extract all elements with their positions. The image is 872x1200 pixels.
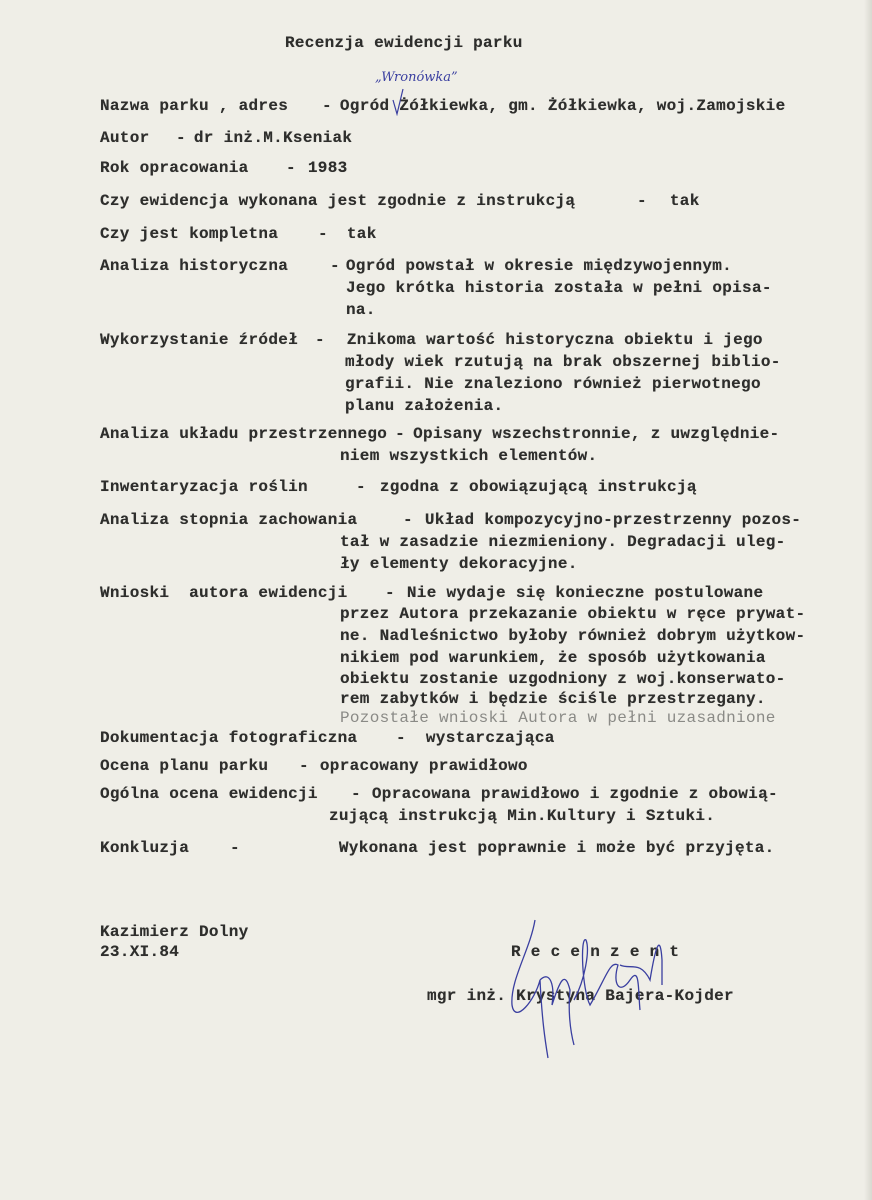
place: Kazimierz Dolny [100, 923, 249, 941]
row-label: Analiza układu przestrzennego [100, 425, 388, 443]
row-label: Konkluzja [100, 839, 190, 857]
row-dash: - [330, 257, 340, 275]
signature-icon [490, 910, 690, 1060]
row-label: Wnioski autora ewidencji [100, 584, 348, 602]
row-autor [100, 129, 352, 147]
added-note: Pozostałe wnioski Autora w pełni uzasadnione [340, 709, 776, 727]
row-dash: - [176, 129, 186, 147]
row-value: tak [346, 225, 377, 243]
row-value: zgodna z obowiązującą instrukcją [379, 478, 697, 496]
row-wnioski [100, 584, 763, 602]
row-label: Analiza historyczna [100, 257, 289, 275]
row-label: Rok opracowania [100, 159, 249, 177]
row-value-continued: przez Autora przekazanie obiektu w ręce prywat- [340, 605, 806, 623]
row-dash: - [322, 97, 332, 115]
row-dash: - [299, 757, 309, 775]
row-ocena-planu [100, 757, 528, 775]
row-dash: - [403, 511, 413, 529]
row-dash: - [230, 839, 240, 857]
row-value-continued: ły elementy dekoracyjne. [340, 555, 578, 573]
row-label: Ocena planu parku [100, 757, 269, 775]
row-value-continued: zującą instrukcją Min.Kultury i Sztuki. [329, 807, 716, 825]
row-label: Czy ewidencja wykonana jest zgodnie z instrukcją [100, 192, 576, 210]
row-value: Opisany wszechstronnie, z uwzględnie- [413, 425, 780, 443]
row-dash: - [385, 584, 395, 602]
row-value: 1983 [307, 159, 348, 177]
page-edge-shadow [864, 0, 872, 1200]
row-dash: - [356, 478, 366, 496]
row-value: Opracowana prawidłowo i zgodnie z obowią- [371, 785, 778, 803]
row-stopien-zachowania [100, 511, 801, 529]
row-value: opracowany prawidłowo [319, 757, 528, 775]
row-uklad-przestrzenny [100, 425, 779, 443]
row-nazwa-parku [100, 97, 785, 115]
row-ogolna-ocena [100, 785, 778, 803]
row-rok [100, 159, 348, 177]
row-value-continued: na. [346, 301, 376, 319]
row-value: tak [669, 192, 700, 210]
handwritten-insertion: „Wronówka” [375, 70, 458, 85]
row-value-continued: niem wszystkich elementów. [340, 447, 598, 465]
row-value: Ogród powstał w okresie międzywojennym. [345, 257, 733, 275]
row-analiza-historyczna [100, 257, 732, 275]
row-label: Analiza stopnia zachowania [100, 511, 358, 529]
row-value-continued: grafii. Nie znaleziono również pierwotnego [345, 375, 761, 393]
row-zgodnosc [100, 192, 700, 210]
row-value-continued: nikiem pod warunkiem, że sposób użytkowania [340, 649, 766, 667]
row-dokumentacja [100, 729, 555, 747]
row-value: Wykonana jest poprawnie i może być przyjęta. [338, 839, 775, 857]
row-value-continued: Jego krótka historia została w pełni opisa- [346, 279, 772, 297]
row-inwentaryzacja [100, 478, 697, 496]
row-label: Ogólna ocena ewidencji [100, 785, 318, 803]
row-dash: - [286, 159, 296, 177]
row-dash: - [315, 331, 325, 349]
row-value: Ogród Żółkiewka, gm. Żółkiewka, woj.Zamojskie [339, 97, 786, 115]
reviewer-role: R e c e n z e n t [511, 943, 680, 961]
row-label: Wykorzystanie źródeł [100, 331, 299, 349]
row-dash: - [351, 785, 361, 803]
row-value: Znikoma wartość historyczna obiektu i jego [346, 331, 763, 349]
row-value-continued: ne. Nadleśnictwo byłoby również dobrym użytkow- [340, 627, 806, 645]
row-dash: - [396, 729, 406, 747]
row-label: Dokumentacja fotograficzna [100, 729, 358, 747]
row-konkluzja [100, 839, 775, 857]
row-value-continued: rem zabytków i będzie ściśle przestrzegany. [340, 690, 766, 708]
row-value: dr inż.M.Kseniak [193, 129, 353, 147]
row-dash: - [395, 425, 406, 443]
row-kompletna [100, 225, 377, 243]
document-title: Recenzja ewidencji parku [285, 34, 523, 52]
row-dash: - [637, 192, 647, 210]
row-value-continued: planu założenia. [345, 397, 504, 415]
row-label: Czy jest kompletna [100, 225, 279, 243]
date: 23.XI.84 [100, 943, 180, 961]
row-value-continued: młody wiek rzutują na brak obszernej biblio- [345, 353, 781, 371]
row-value: wystarczająca [425, 729, 555, 747]
row-value: Układ kompozycyjno-przestrzenny pozos- [424, 511, 802, 529]
row-value-continued: tał w zasadzie niezmieniony. Degradacji uleg- [340, 533, 786, 551]
reviewer-name: mgr inż. Krystyna Bajera-Kojder [427, 987, 734, 1005]
row-label: Autor [100, 129, 150, 147]
row-value: Nie wydaje się konieczne postulowane [406, 584, 764, 602]
row-dash: - [318, 225, 328, 243]
row-value-continued: obiektu zostanie uzgodniony z woj.konserwato- [340, 670, 786, 688]
row-label: Inwentaryzacja roślin [100, 478, 308, 496]
row-label: Nazwa parku , adres [100, 97, 289, 115]
row-zrodla [100, 331, 763, 349]
